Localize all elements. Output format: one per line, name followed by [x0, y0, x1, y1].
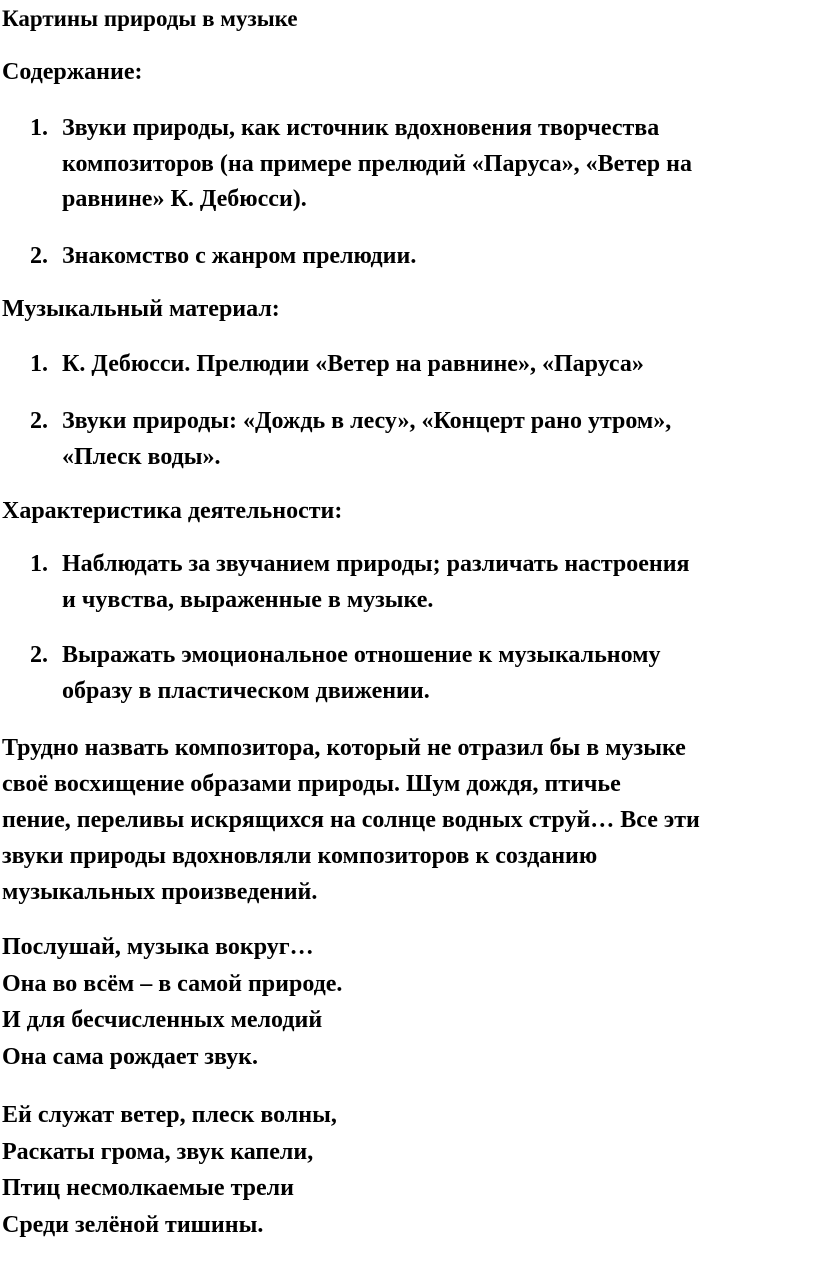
list-item-line: и чувства, выраженные в музыке.: [62, 586, 434, 613]
activity-heading: Характеристика деятельности:: [2, 498, 343, 524]
material-item-1: [30, 347, 816, 383]
material-heading: Музыкальный материал:: [2, 296, 280, 322]
activity-item-2: [30, 638, 816, 709]
activity-item-1: [30, 547, 816, 618]
paragraph-line: Трудно назвать композитора, который не отразил бы в музыке: [2, 735, 686, 761]
list-number: 2.: [30, 243, 48, 269]
list-number: 2.: [30, 408, 48, 434]
list-item-line: Знакомство с жанром прелюдии.: [62, 243, 417, 269]
contents-item-1: [30, 111, 816, 218]
paragraph-line: музыкальных произведений.: [2, 879, 318, 905]
poem-line: Птиц несмолкаемые трели: [2, 1175, 294, 1201]
intro-paragraph: [2, 730, 816, 910]
poem-line: Среди зелёной тишины.: [2, 1211, 264, 1238]
list-number: 1.: [30, 115, 48, 141]
poem-line: Она сама рождает звук.: [2, 1043, 258, 1070]
list-number: 1.: [30, 351, 48, 377]
list-item-line: равнине» К. Дебюсси).: [62, 186, 307, 212]
poem-line: Послушай, музыка вокруг…: [2, 934, 314, 960]
list-item-line: Звуки природы, как источник вдохновения творчества: [62, 115, 660, 141]
list-item-line: Выражать эмоциональное отношение к музыкальному: [62, 642, 661, 668]
list-item-line: Наблюдать за звучанием природы; различать настроения: [62, 551, 690, 577]
contents-item-2: [30, 239, 816, 275]
list-item-line: образу в пластическом движении.: [62, 677, 430, 704]
list-item-line: К. Дебюсси. Прелюдии «Ветер на равнине», «Паруса»: [62, 351, 644, 377]
contents-heading: Содержание:: [2, 59, 143, 85]
poem-line: Ей служат ветер, плеск волны,: [2, 1102, 337, 1128]
poem-line: Раскаты грома, звук капели,: [2, 1138, 314, 1165]
list-item-line: «Плеск воды».: [62, 443, 221, 470]
paragraph-line: звуки природы вдохновляли композиторов к созданию: [2, 843, 598, 869]
list-item-line: Звуки природы: «Дождь в лесу», «Концерт рано утром»,: [62, 408, 672, 434]
material-item-2: [30, 404, 816, 475]
poem-line: Она во всём – в самой природе.: [2, 970, 343, 997]
poem-stanza-1: [2, 929, 342, 1075]
poem-stanza-2: [2, 1097, 337, 1243]
paragraph-line: своё восхищение образами природы. Шум дождя, птичье: [2, 771, 621, 797]
list-item-line: композиторов (на примере прелюдий «Паруса», «Ветер на: [62, 150, 692, 177]
paragraph-line: пение, переливы искрящихся на солнце водных струй… Все эти: [2, 807, 700, 833]
document-title: Картины природы в музыке: [2, 6, 298, 31]
list-number: 1.: [30, 551, 48, 577]
list-number: 2.: [30, 642, 48, 668]
poem-line: И для бесчисленных мелодий: [2, 1007, 323, 1033]
